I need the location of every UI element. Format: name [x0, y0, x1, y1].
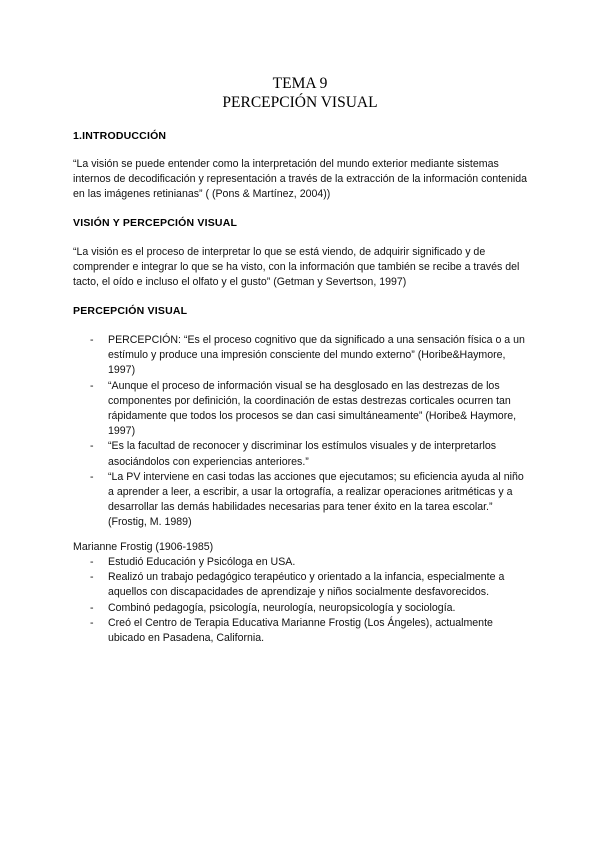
list-item-text: Creó el Centro de Terapia Educativa Marianne Frostig (Los Ángeles), actualmente ubicado en Pasadena, California.: [108, 616, 493, 645]
list-item: [0, 601, 600, 616]
list-item: [0, 379, 600, 440]
list-item-text: “Es la facultad de reconocer y discriminar los estímulos visuales y de interpretarlos asociándolos con experiencias anteriores.”: [108, 440, 497, 468]
list-item: [0, 616, 600, 646]
percepcion-list: [0, 333, 600, 531]
list-item-text: Estudió Educación y Psicóloga en USA.: [108, 556, 296, 568]
list-item-text: “Aunque el proceso de información visual se ha desglosado en las destrezas de los componentes por definición, la coordinación de estas destrezas corticales ocurren tan rápidamente que todos los procesos se dan casi simultáneamente” (Horibe& Haymore, 1997): [108, 379, 517, 438]
frostig-name: Marianne Frostig (1906-1985): [73, 541, 214, 553]
list-item: [0, 570, 600, 600]
frostig-list: [0, 555, 600, 646]
bullet-dash: -: [90, 616, 94, 629]
section-heading-vision: VISIÓN Y PERCEPCIÓN VISUAL: [73, 217, 238, 229]
bullet-dash: -: [90, 571, 94, 584]
bullet-dash: -: [90, 334, 94, 346]
list-item: [0, 333, 600, 379]
list-item: [0, 555, 600, 570]
list-item: [0, 470, 600, 531]
paragraph-introduccion: “La visión se puede entender como la interpretación del mundo exterior mediante sistemas internos de decodificación y representación a través de la extracción de la información contenida en las imágenes retinianas” ( (Pons & Martínez, 2004)): [73, 158, 528, 201]
bullet-dash: -: [90, 440, 94, 453]
bullet-dash: -: [90, 379, 94, 392]
list-item-text: “La PV interviene en casi todas las acciones que ejecutamos; su eficiencia ayuda al niño a aprender a leer, a escribir, a usar la ortografía, a realizar operaciones aritméticas y a desarrollar las demás habilidades necesarias para tener éxito en la tarea escolar.” (Frostig, M. 1989): [108, 470, 524, 529]
paragraph-vision: “La visión es el proceso de interpretar lo que se está viendo, de adquirir significado y de comprender e integrar lo que se ha visto, con la información que también se recibe a través del tacto, el oído e incluso el olfato y el gusto” (Getman y Severtson, 1997): [73, 246, 520, 289]
section-heading-percepcion: PERCEPCIÓN VISUAL: [73, 305, 188, 317]
page-title: TEMA 9: [272, 75, 328, 92]
list-item: [0, 439, 600, 469]
list-item-text: Combinó pedagogía, psicología, neurología, neuropsicología y sociología.: [108, 601, 456, 614]
bullet-dash: -: [90, 470, 94, 483]
section-heading-introduccion: 1.INTRODUCCIÓN: [73, 130, 167, 142]
bullet-dash: -: [90, 556, 94, 568]
list-item-text: Realizó un trabajo pedagógico terapéutico y orientado a la infancia, especialmente a aquellos con discapacidades de aprendizaje y niños socialmente desfavorecidos.: [108, 571, 505, 599]
bullet-dash: -: [90, 601, 94, 614]
list-item-text: PERCEPCIÓN: “Es el proceso cognitivo que da significado a una sensación física o a un estímulo y produce una impresión consciente del mundo externo” (Horibe&Haymore, 1997): [108, 334, 525, 377]
page-subtitle: PERCEPCIÓN VISUAL: [222, 94, 378, 111]
